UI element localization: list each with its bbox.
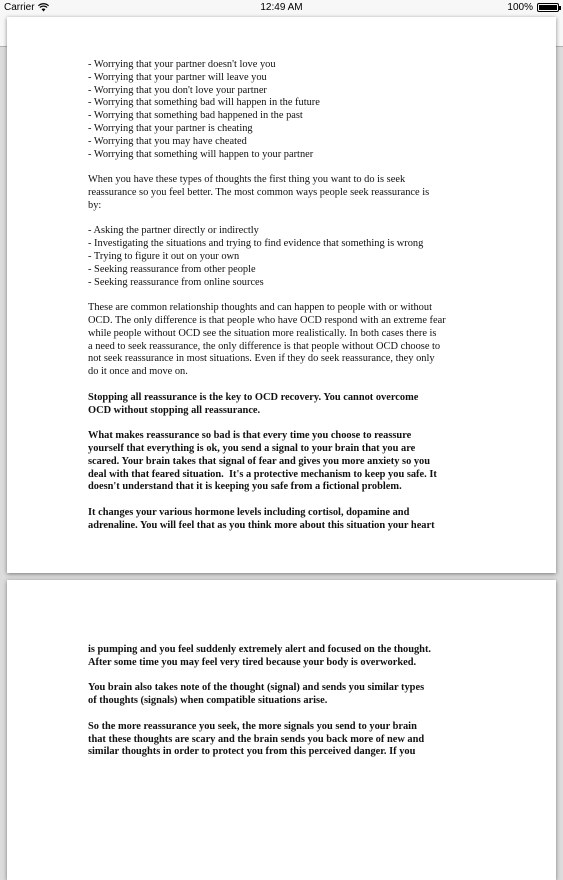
text-line: OCD. The only difference is that people who have OCD respond with an extreme fear xyxy=(88,314,446,326)
text-line: adrenaline. You will feel that as you think more about this situation your heart xyxy=(88,519,435,531)
what-makes-reassurance-paragraph xyxy=(88,430,480,494)
text-line: yourself that everything is ok, you send a signal to your brain that you are xyxy=(88,442,416,454)
text-line: by: xyxy=(88,199,102,211)
text-line: do it once and move on. xyxy=(88,366,188,378)
list-item: - Worrying that something bad will happen in the future xyxy=(88,97,320,109)
battery-icon xyxy=(537,3,559,12)
list-item: - Worrying that you don't love your partner xyxy=(88,84,267,96)
battery-percent: 100% xyxy=(507,2,533,13)
text-line: It changes your various hormone levels including cortisol, dopamine and xyxy=(88,506,410,518)
text-line: You brain also takes note of the thought (signal) and sends you similar types xyxy=(88,682,425,694)
list-item: - Worrying that your partner doesn't love you xyxy=(88,59,276,70)
document-page xyxy=(7,17,556,573)
list-item: - Worrying that your partner will leave you xyxy=(88,71,267,83)
text-line: Stopping all reassurance is the key to OCD recovery. You cannot overcome xyxy=(88,391,419,403)
pumping-paragraph xyxy=(88,644,480,670)
text-line: What makes reassurance so bad is that every time you choose to reassure xyxy=(88,430,412,442)
hormone-paragraph xyxy=(88,507,480,533)
battery-fill xyxy=(539,5,557,10)
text-line: deal with that feared situation. It's a protective mechanism to keep you safe. It xyxy=(88,468,437,480)
status-bar xyxy=(0,0,563,16)
page-content xyxy=(88,644,480,759)
document-viewer[interactable] xyxy=(0,47,563,758)
text-line: These are common relationship thoughts and can happen to people with or without xyxy=(88,302,432,314)
list-item: - Investigating the situations and trying to find evidence that something is wrong xyxy=(88,238,424,250)
intro-paragraph xyxy=(88,174,480,212)
text-line: scared. Your brain takes that signal of fear and gives you more anxiety so you xyxy=(88,455,431,467)
list-item: - Seeking reassurance from online sources xyxy=(88,276,264,288)
brain-signal-paragraph xyxy=(88,682,480,708)
text-line: similar thoughts in order to protect you from this perceived danger. If you xyxy=(88,746,416,758)
list-item: - Seeking reassurance from other people xyxy=(88,263,256,275)
text-line: So the more reassurance you seek, the more signals you send to your brain xyxy=(88,720,417,732)
common-thoughts-paragraph xyxy=(88,302,480,379)
text-line: OCD without stopping all reassurance. xyxy=(88,404,261,416)
list-item: - Worrying that your partner is cheating xyxy=(88,122,253,134)
text-line: not seek reassurance in most situations. Even if they do seek reassurance, they only xyxy=(88,353,435,365)
text-line: doesn't understand that it is keeping you safe from a fictional problem. xyxy=(88,481,402,493)
status-right xyxy=(507,2,559,13)
list-item: - Worrying that something bad happened in the past xyxy=(88,110,303,122)
stopping-reassurance-paragraph xyxy=(88,392,480,418)
list-item: - Asking the partner directly or indirectly xyxy=(88,225,259,237)
status-time: 12:49 AM xyxy=(260,2,303,13)
text-line: reassurance so you feel better. The most common ways people seek reassurance is xyxy=(88,186,430,198)
carrier-label: Carrier xyxy=(4,2,35,13)
list-item: - Worrying that something will happen to your partner xyxy=(88,148,314,160)
text-line: that these thoughts are scary and the brain sends you back more of new and xyxy=(88,733,425,745)
list-item: - Trying to figure it out on your own xyxy=(88,250,240,262)
text-line: When you have these types of thoughts the first thing you want to do is seek xyxy=(88,174,406,186)
list-item: - Worrying that you may have cheated xyxy=(88,135,247,147)
text-line: is pumping and you feel suddenly extremely alert and focused on the thought. xyxy=(88,644,432,655)
more-reassurance-paragraph xyxy=(88,721,480,759)
text-line: After some time you may feel very tired because your body is overworked. xyxy=(88,656,417,668)
text-line: of thoughts (signals) when compatible situations arise. xyxy=(88,695,328,707)
reassurance-list xyxy=(88,225,480,289)
page-content xyxy=(88,59,480,532)
text-line: a need to seek reassurance, the only difference is that people without OCD choose to xyxy=(88,340,441,352)
document-page xyxy=(7,580,556,880)
worry-list xyxy=(88,59,480,161)
text-line: while people without OCD see the situation more realistically. In both cases there is xyxy=(88,327,437,339)
